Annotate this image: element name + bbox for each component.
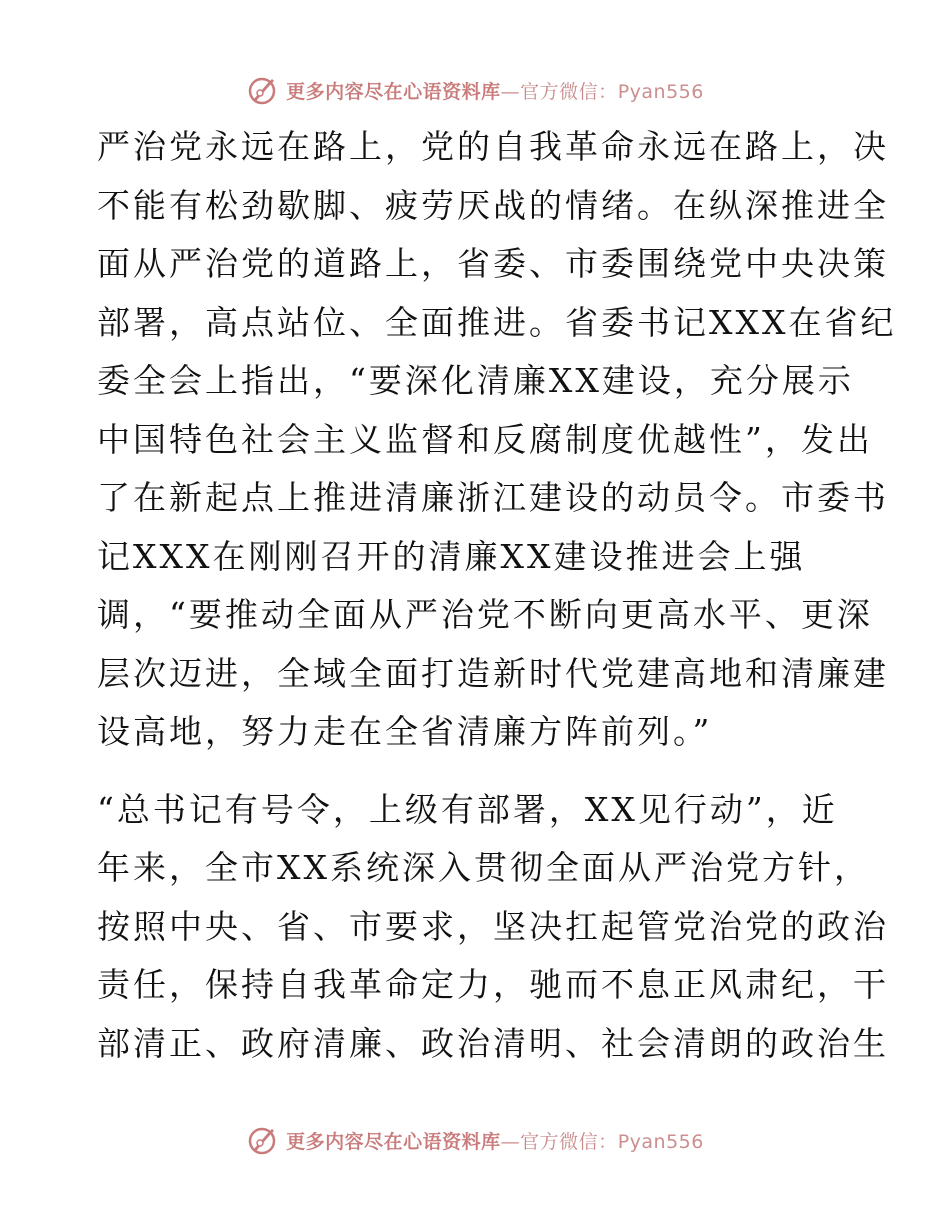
footer-banner-separator: — xyxy=(500,1130,521,1153)
text-line: 责任，保持自我革命定力，驰而不息正风肃纪，干 xyxy=(97,965,889,1004)
text-line: 按照中央、省、市要求，坚决扛起管党治党的政治 xyxy=(97,906,889,946)
text-line: 不能有松劲歇脚、疲劳厌战的情绪。在纵深推进全 xyxy=(97,185,889,225)
text-line: 设高地，努力走在全省清廉方阵前列。” xyxy=(97,712,713,751)
footer-banner-text xyxy=(286,1127,704,1154)
text-line: 记XXX在刚刚召开的清廉XX建设推进会上强 xyxy=(97,536,806,576)
header-banner xyxy=(0,70,950,110)
header-banner-text xyxy=(286,77,704,104)
header-banner-title: 更多内容尽在心语资料库 xyxy=(286,80,501,103)
paragraph-1 xyxy=(97,118,897,762)
footer-banner-wechat-label: 官方微信： xyxy=(520,1130,618,1153)
text-line: “总书记有号令，上级有部署，XX见行动”，近 xyxy=(97,789,838,829)
header-banner-separator: — xyxy=(500,80,521,103)
header-banner-wechat-label: 官方微信： xyxy=(520,80,618,103)
text-line: 了在新起点上推进清廉浙江建设的动员令。市委书 xyxy=(97,478,889,517)
text-line: 年来，全市XX系统深入贯彻全面从严治党方针， xyxy=(97,848,870,887)
text-line: 中国特色社会主义监督和反腐制度优越性”，发出 xyxy=(97,419,873,459)
footer-banner-wechat-id: Pyan556 xyxy=(617,1130,704,1153)
paragraph-2 xyxy=(97,781,889,1074)
text-line: 委全会上指出，“要深化清廉XX建设，充分展示 xyxy=(97,361,854,400)
text-line: 面从严治党的道路上，省委、市委围绕党中央决策 xyxy=(97,244,889,283)
text-line: 部清正、政府清廉、政治清明、社会清朗的政治生 xyxy=(97,1023,889,1063)
header-banner-wechat-id: Pyan556 xyxy=(617,80,704,103)
ink-pen-logo-icon xyxy=(246,73,280,107)
document-body xyxy=(97,118,897,1073)
footer-banner-title: 更多内容尽在心语资料库 xyxy=(286,1130,501,1153)
text-line: 严治党永远在路上，党的自我革命永远在路上，决 xyxy=(97,127,889,166)
text-line: 层次迈进，全域全面打造新时代党建高地和清廉建 xyxy=(97,653,889,693)
paragraph-gap xyxy=(97,762,857,781)
ink-pen-logo-icon xyxy=(246,1123,280,1157)
text-line: 调，“要推动全面从严治党不断向更高水平、更深 xyxy=(97,595,873,634)
footer-banner xyxy=(0,1120,950,1160)
text-line: 部署，高点站位、全面推进。省委书记XXX在省纪 xyxy=(97,302,897,342)
